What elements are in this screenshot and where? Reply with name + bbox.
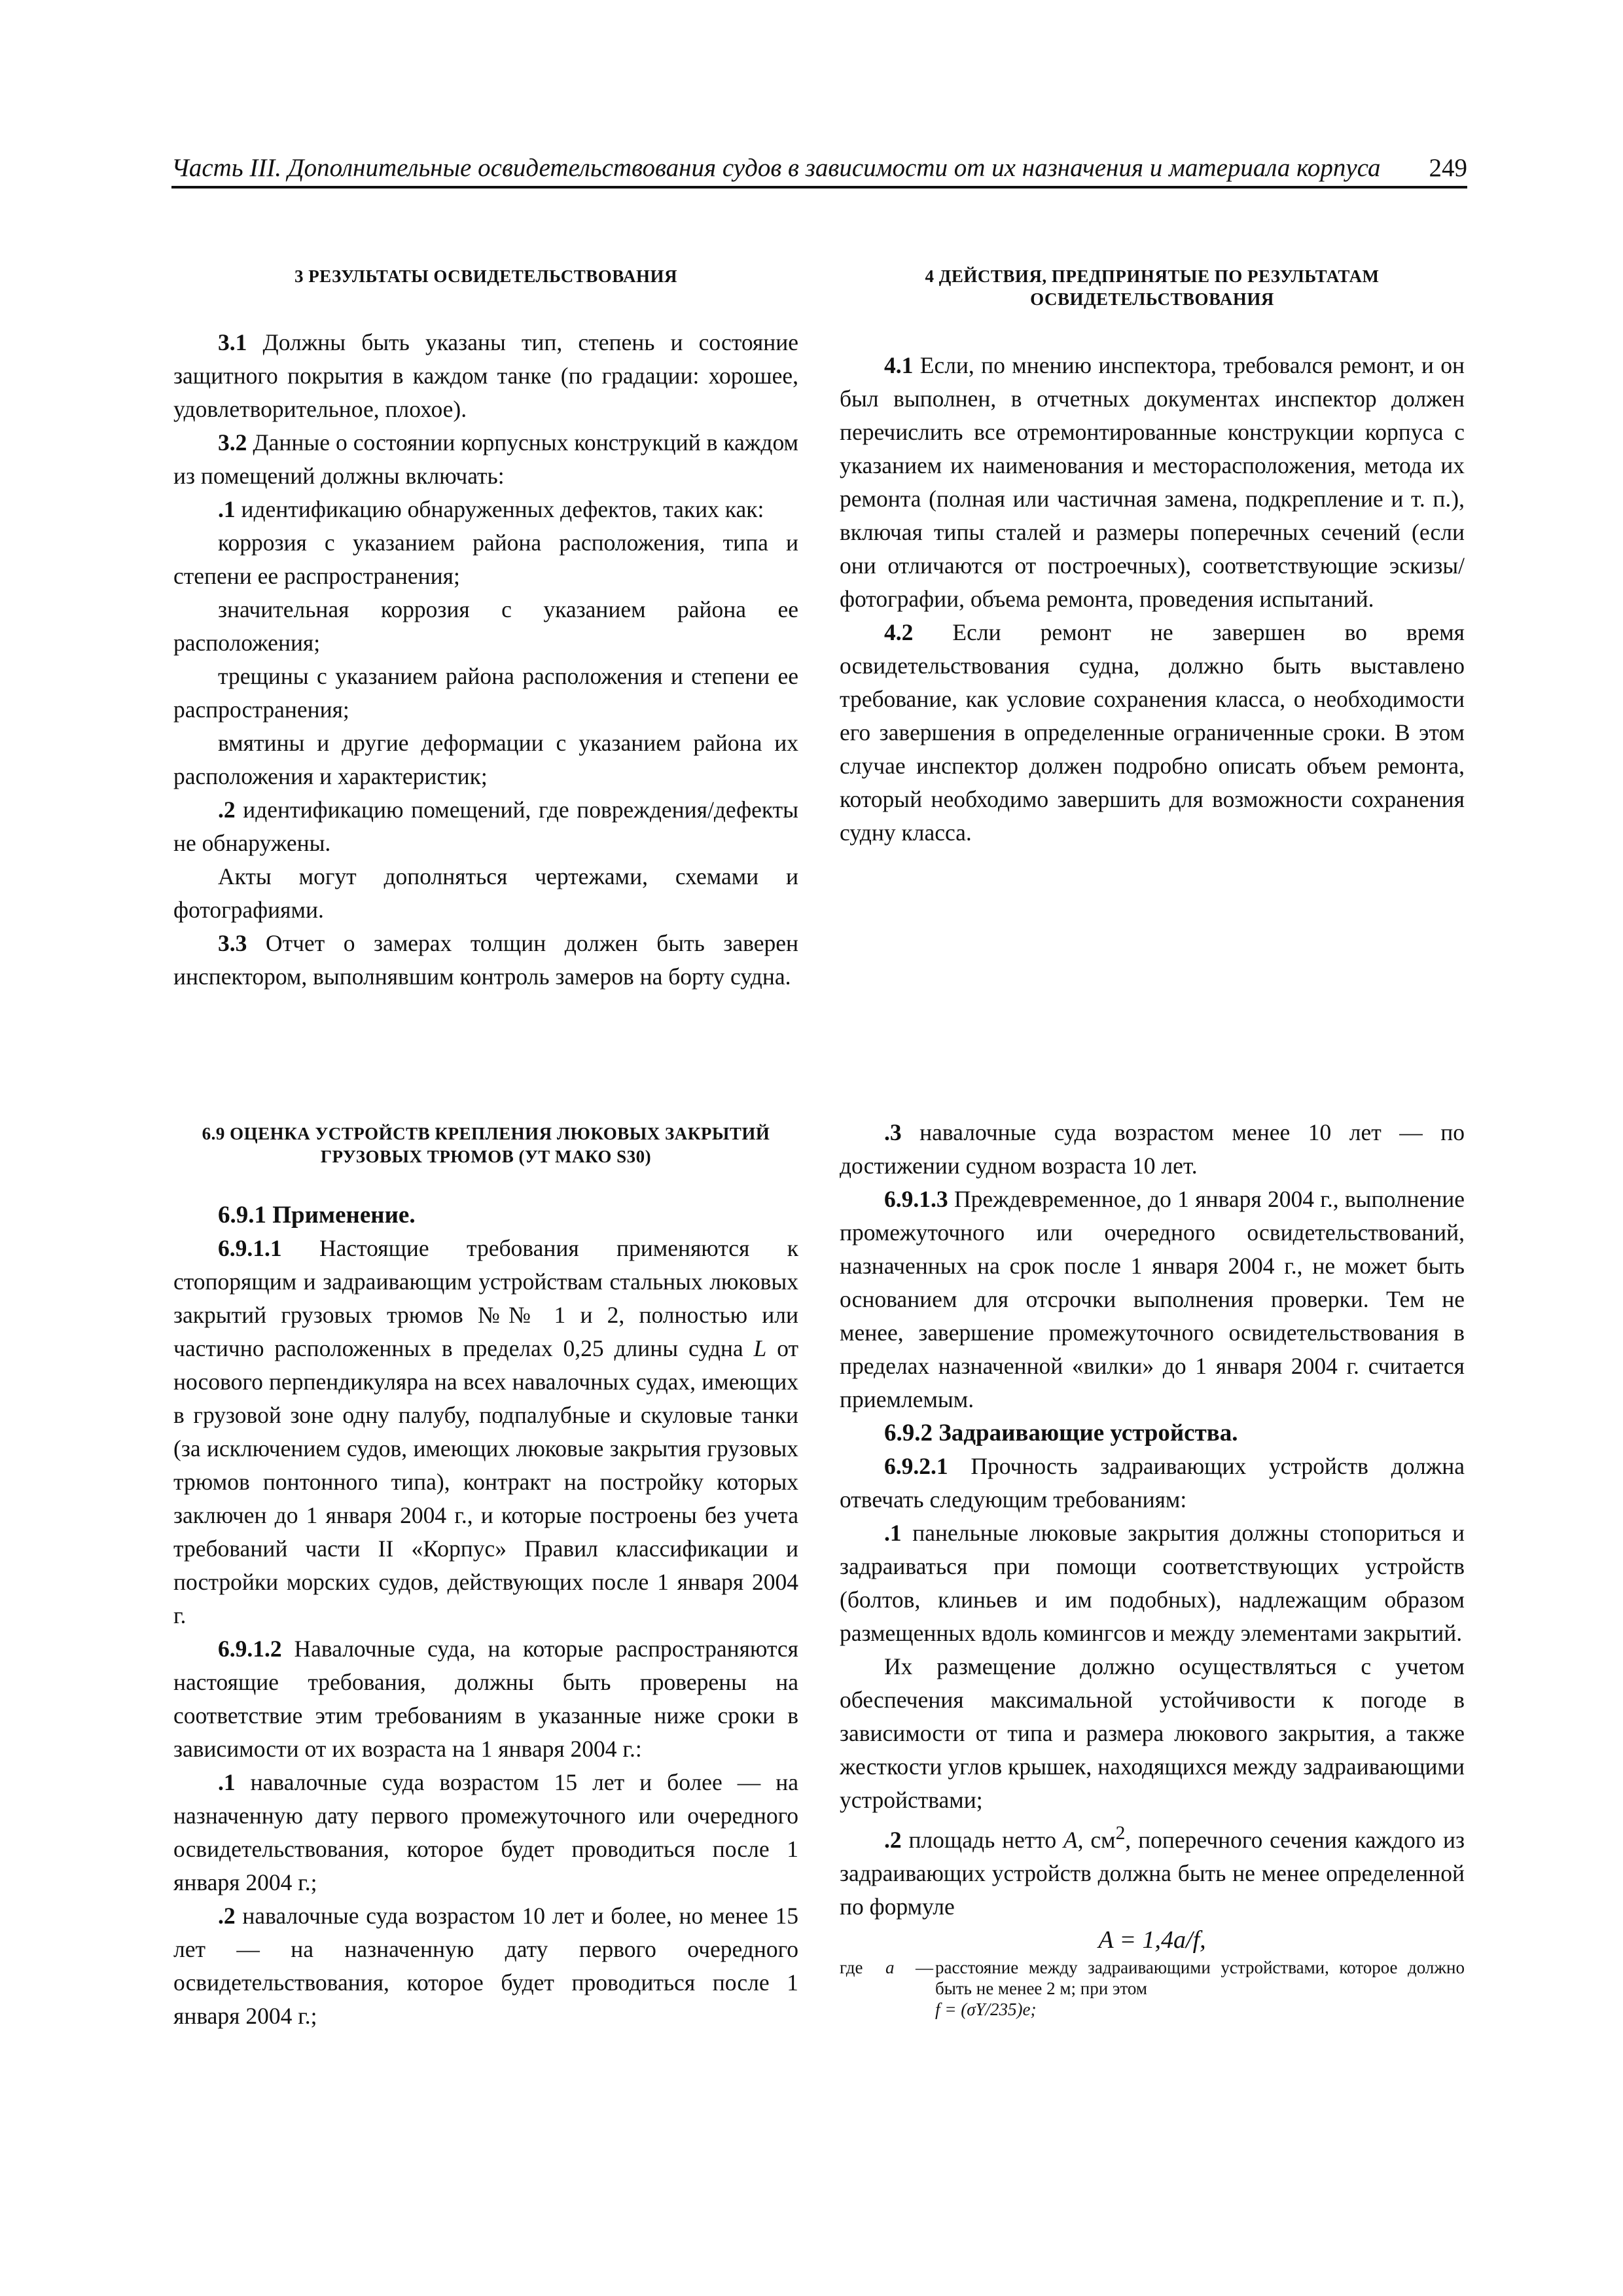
paragraph-6-9-1-3: 6.9.1.3 Преждевременное, до 1 января 2004 г., выполнение промежуточного или очередного освидетельствований, назначенных на срок после 1 января 2004 г., не может быть основанием для отсрочки выполнения проверки. Тем не менее, завершение промежуточного освидетельствования в пределах назначенной «вилки» до 1 января 2004 г. считается приемлемым. bbox=[840, 1186, 1465, 1412]
paragraph-4-2: 4.2 Если ремонт не завершен во время освидетельствования судна, должно быть выставлено требование, как условие сохранения класса, о необходимости его завершения в определенные ограниченные сроки. В этом случае инспектор должен подробно описать объем ремонта, который необходимо завершить для возможности сохранения судну класса. bbox=[840, 619, 1465, 846]
section-6-9-right bbox=[840, 1116, 1465, 2020]
where-symbol: a bbox=[885, 1957, 895, 1977]
paragraph-3-1: 3.1 Должны быть указаны тип, степень и состояние защитного покрытия в каждом танке (по градации: хорошее, удовлетворительное, плохое). bbox=[173, 329, 798, 422]
acts-note: Акты могут дополняться чертежами, схемами и фотографиями. bbox=[173, 863, 798, 923]
defect-3: трещины с указанием района расположения и степени ее распространения; bbox=[173, 663, 798, 723]
closure-item-1: .1 панельные люковые закрытия должны стопориться и задраиваться при помощи соответствующих устройств (болтов, клиньев и им подобных), надлежащим образом размещенных вдоль комингсов и между элементами закрытий. bbox=[840, 1520, 1465, 1646]
paragraph-6-9-1-1: 6.9.1.1 Настоящие требования применяются к стопорящим и задраивающим устройствам стальных люковых закрытий грузовых трюмов №№ 1 и 2, полностью или частично расположенных в пределах 0,25 длины судна L от носового перпендикуляра на всех навалочных судах, имеющих в грузовой зоне одну палубу, подпалубные и скуловые танки (за исключением судов, имеющих люковые закрытия грузовых трюмов понтонного типа), контракт на постройку которых заключен до 1 января 2004 г., и которые построены без учета требований части II «Корпус» Правил классификации и постройки морских судов, действующих после 1 января 2004 г. bbox=[173, 1235, 798, 1628]
section-6-9-heading: 6.9 ОЦЕНКА УСТРОЙСТВ КРЕПЛЕНИЯ ЛЮКОВЫХ ЗАКРЫТИЙ ГРУЗОВЫХ ТРЮМОВ (УТ МАКО S30) bbox=[202, 1124, 770, 1166]
item-3-2-2: .2 идентификацию помещений, где повреждения/дефекты не обнаружены. bbox=[173, 797, 798, 856]
age-item-2: .2 навалочные суда возрастом 10 лет и более, но менее 15 лет — на назначенную дату первого очередного освидетельствования, которое будет проводиться после 1 января 2004 г.; bbox=[173, 1903, 798, 2029]
age-item-3: .3 навалочные суда возрастом менее 10 лет — по достижении судном возраста 10 лет. bbox=[840, 1119, 1465, 1179]
item-3-2-1: .1 идентификацию обнаруженных дефектов, таких как: bbox=[218, 496, 764, 522]
running-title: Часть III. Дополнительные освидетельствования судов в зависимости от их назначения и материала корпуса bbox=[171, 154, 1381, 182]
closure-item-2: .2 площадь нетто A, $см^2$, поперечного сечения каждого из задраивающих устройств должна быть не менее определенной по формуле bbox=[840, 1823, 1465, 1920]
subsection-6-9-2: 6.9.2 Задраивающие устройства. bbox=[884, 1420, 1238, 1446]
paragraph-4-1: 4.1 Если, по мнению инспектора, требовался ремонт, и он был выполнен, в отчетных документах инспектор должен перечислить все отремонтированные конструкции корпуса с указанием их наименования и месторасположения, метода их ремонта (полная или частичная замена, подкрепление и т. п.), включая типы сталей и размеры поперечных сечений (если они отличаются от построечных), соответствующие эскизы/фотографии, объема ремонта, проведения испытаний. bbox=[840, 352, 1465, 612]
section-4-heading: 4 ДЕЙСТВИЯ, ПРЕДПРИНЯТЫЕ ПО РЕЗУЛЬТАТАМ ОСВИДЕТЕЛЬСТВОВАНИЯ bbox=[925, 266, 1380, 309]
formula-legend bbox=[840, 1957, 1465, 2020]
page-header bbox=[171, 143, 1467, 188]
formula: A = 1,4a/f, bbox=[1098, 1926, 1206, 1954]
section-4 bbox=[840, 265, 1465, 850]
section-3 bbox=[173, 265, 798, 994]
paragraph-6-9-1-2: 6.9.1.2 Навалочные суда, на которые распространяются настоящие требования, должны быть проверены на соответствие этим требованиям в указанные ниже сроки в зависимости от их возраста на 1 января 2004 г.: bbox=[173, 1636, 798, 1762]
section-3-heading: 3 РЕЗУЛЬТАТЫ ОСВИДЕТЕЛЬСТВОВАНИЯ bbox=[294, 266, 678, 286]
defect-2: значительная коррозия с указанием района ее расположения; bbox=[173, 596, 798, 656]
where-label: где bbox=[840, 1957, 863, 1977]
subsection-6-9-1: 6.9.1 Применение. bbox=[218, 1202, 416, 1229]
where-text: расстояние между задраивающими устройствами, которое должно быть не менее 2 м; при этом f = (σY/235)e; bbox=[935, 1957, 1465, 2019]
where-dash: — bbox=[916, 1957, 933, 1977]
defect-1: коррозия с указанием района расположения, типа и степени ее распространения; bbox=[173, 529, 798, 589]
section-6-9-left bbox=[173, 1122, 798, 2033]
page-number: 249 bbox=[1429, 154, 1467, 182]
closure-item-1-cont: Их размещение должно осуществляться с учетом обеспечения максимальной устойчивости к погоде в зависимости от типа и размера люкового закрытия, а также жесткости углов крышек, находящихся между задраивающими устройствами; bbox=[840, 1653, 1465, 1813]
defect-4: вмятины и другие деформации с указанием района их расположения и характеристик; bbox=[173, 730, 798, 789]
age-item-1: .1 навалочные суда возрастом 15 лет и более — на назначенную дату первого промежуточного или очередного освидетельствования, которое будет проводиться после 1 января 2004 г.; bbox=[173, 1769, 798, 1895]
paragraph-3-2: 3.2 Данные о состоянии корпусных конструкций в каждом из помещений должны включать: bbox=[173, 429, 798, 489]
paragraph-3-3: 3.3 Отчет о замерах толщин должен быть заверен инспектором, выполнявшим контроль замеров на борту судна. bbox=[173, 930, 798, 990]
paragraph-6-9-2-1: 6.9.2.1 Прочность задраивающих устройств должна отвечать следующим требованиям: bbox=[840, 1453, 1465, 1513]
